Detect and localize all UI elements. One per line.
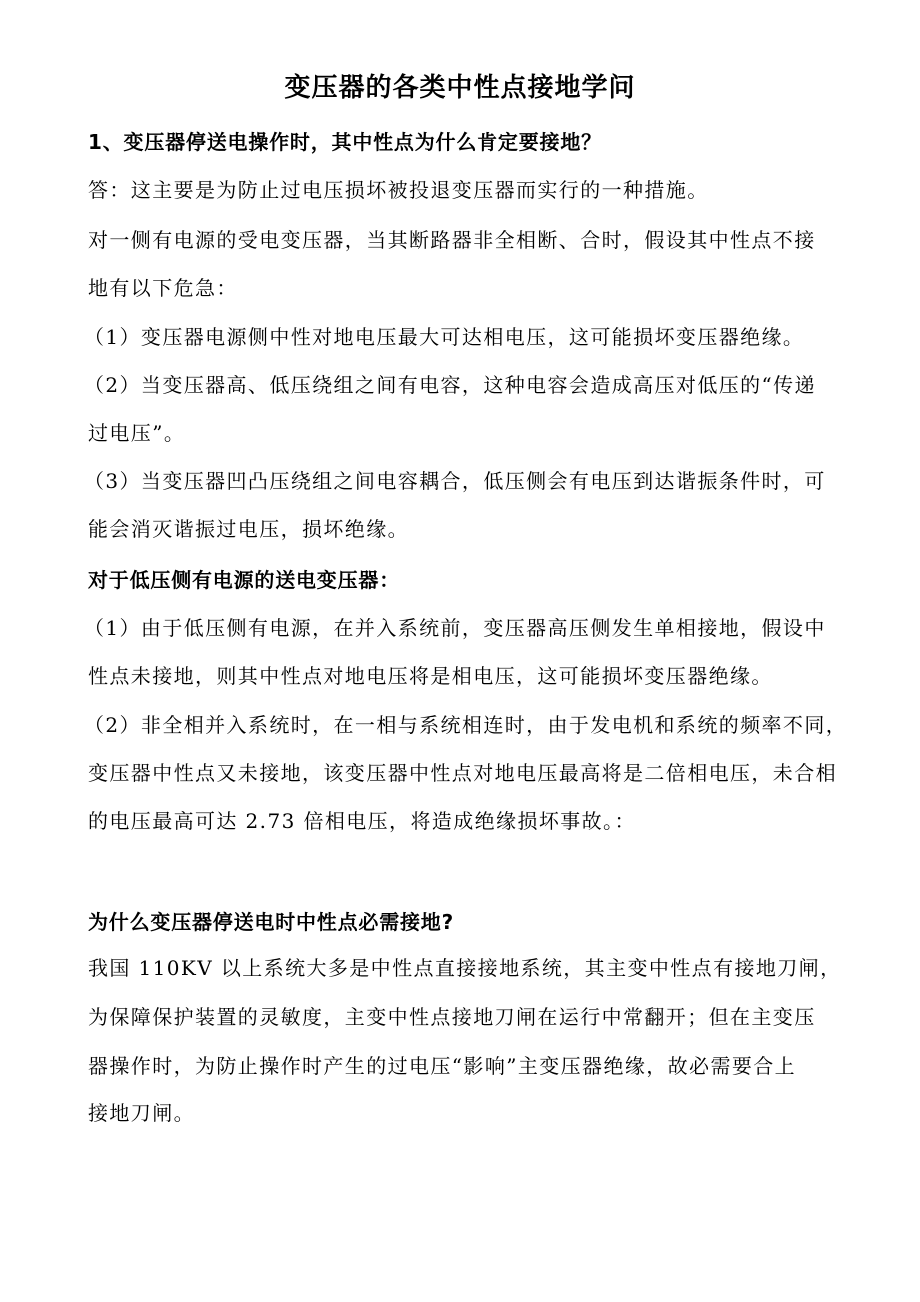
sending-heading: 对于低压侧有电源的送电变压器： bbox=[88, 568, 400, 592]
answer-text: 答：这主要是为防止过电压损坏被投退变压器而实行的一种措施。 bbox=[88, 178, 709, 202]
list-item-line: 变压器中性点又未接地，该变压器中性点对地电压最高将是二倍相电压，未合相 bbox=[88, 761, 837, 785]
paragraph-line: 接地刀闸。 bbox=[88, 1101, 195, 1125]
section1-heading: 1、变压器停送电操作时，其中性点为什么肯定要接地？ bbox=[88, 130, 602, 154]
section2-heading: 为什么变压器停送电时中性点必需接地? bbox=[88, 910, 455, 934]
paragraph-line: 器操作时，为防止操作时产生的过电压“影响”主变压器绝缘，故必需要合上 bbox=[88, 1054, 797, 1078]
paragraph-line: 我国 110KV 以上系统大多是中性点直接接地系统，其主变中性点有接地刀闸， bbox=[88, 956, 842, 980]
list-item-line: 能会消灭谐振过电压，损坏绝缘。 bbox=[88, 517, 409, 541]
list-item-line: （1）变压器电源侧中性对地电压最大可达相电压，这可能损坏变压器绝缘。 bbox=[84, 325, 805, 349]
paragraph-line: 对一侧有电源的受电变压器，当其断路器非全相断、合时，假设其中性点不接 bbox=[88, 228, 816, 252]
document-title: 变压器的各类中性点接地学问 bbox=[284, 73, 636, 103]
list-item-line: 的电压最高可达 2.73 倍相电压，将造成绝缘损坏事故。： bbox=[88, 809, 636, 833]
list-item-line: （1）由于低压侧有电源，在并入系统前，变压器高压侧发生单相接地，假设中 bbox=[84, 616, 826, 640]
paragraph-line: 为保障保护装置的灵敏度，主变中性点接地刀闸在运行中常翻开；但在主变压 bbox=[88, 1005, 816, 1029]
list-item-line: 过电压”。 bbox=[88, 421, 186, 445]
list-item-line: （2）非全相并入系统时，在一相与系统相连时，由于发电机和系统的频率不同， bbox=[84, 713, 848, 737]
paragraph-line: 地有以下危急： bbox=[88, 276, 238, 300]
list-item-line: （3）当变压器凹凸压绕组之间电容耦合，低压侧会有电压到达谐振条件时，可 bbox=[84, 469, 826, 493]
list-item-line: （2）当变压器高、低压绕组之间有电容，这种电容会造成高压对低压的“传递 bbox=[84, 373, 816, 397]
list-item-line: 性点未接地，则其中性点对地电压将是相电压，这可能损坏变压器绝缘。 bbox=[88, 664, 773, 688]
